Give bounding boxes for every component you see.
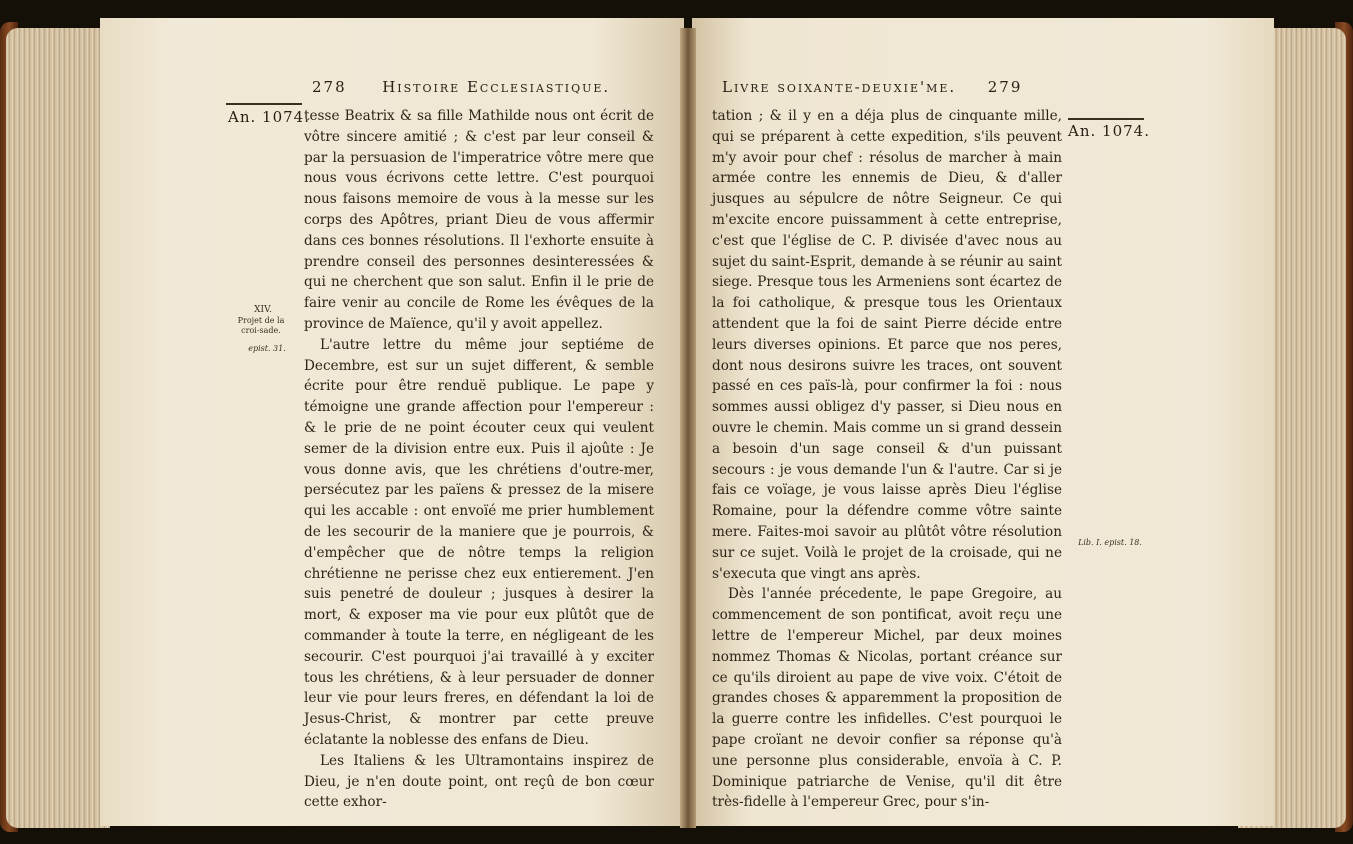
right-year-rule <box>1068 118 1144 120</box>
book-gutter <box>680 28 696 828</box>
left-year-rule <box>226 103 302 105</box>
left-page-number: 278 <box>312 78 347 96</box>
right-running-header <box>722 78 1022 96</box>
right-paragraph: tation ; & il y en a déja plus de cinquante mille, qui se préparent à cette expedition, s'ils peuvent m'y avoir pour chef : résolus de marcher à main armée contre les ennemis de Dieu, & d'aller jusques au sépulcre de nôtre Seigneur. Ce qui m'excite encore puissamment à cette entreprise, c'est que l'église de C. P. divisée d'avec nous au sujet du saint-Esprit, demande à se réunir au saint siege. Presque tous les Armeniens sont écartez de la foi catholique, & presque tous les Orientaux attendent que la foi de saint Pierre décide entre leurs diverses opinions. Et parce que nos peres, dont nous desirons suivre les traces, ont souvent passé en ces païs-là, pour confirmer la foi : nous sommes aussi obligez d'y passer, si Dieu nous en ouvre le chemin. Mais comme un si grand dessein a besoin d'un sage conseil & d'un puissant secours : je vous demande l'un & l'autre. Car si je fais ce voïage, je vous laisse après Dieu l'église Romaine, pour la défendre comme vôtre sainte mere. Faites-moi savoir au plûtôt vôtre résolution sur ce sujet. Voilà le projet de la croisade, qui ne s'executa que vingt ans après. <box>712 108 1062 582</box>
left-running-header <box>312 78 610 96</box>
margin-section-number: XIV. <box>254 305 272 315</box>
left-body-text <box>304 106 654 813</box>
left-paragraph: L'autre lettre du même jour septiéme de Decembre, est sur un sujet different, & semble écrite pour être renduë publique. Le pape y témoigne une grande affection pour l'empereur : & le prie de ne point écouter ceux qui veulent semer de la division entre eux. Puis il ajoûte : Je vous donne avis, que les chrétiens d'outre-mer, persécutez par les païens & pressez de la misere qui les accable : ont envoïé me prier humblement de les secourir de la maniere que je pourrois, & d'empêcher que de nôtre temps la religion chrétienne ne perisse chez eux entierement. J'en suis penetré de douleur ; jusques à desirer la mort, & exposer ma vie pour eux plûtôt que de commander à toute la terre, en négligeant de les secourir. C'est pourquoi j'ai travaillé à y exciter tous les chrétiens, & à leur persuader de donner leur vie pour leurs freres, en défendant la loi de Jesus-Christ, & montrer par cette preuve éclatante la noblesse des enfans de Dieu. <box>304 336 654 748</box>
margin-reference: epist. 31. <box>248 344 286 353</box>
left-paragraph: Les Italiens & les Ultramontains inspirez de Dieu, je n'en doute point, ont reçû de bon cœur cette exhor- <box>304 752 654 811</box>
margin-topic: Projet de la croi-sade. <box>237 316 285 335</box>
right-paragraph: Dès l'année précedente, le pape Gregoire, au commencement de son pontificat, avoit reçu une lettre de l'empereur Michel, par deux moines nommez Thomas & Nicolas, portant créance sur ce qu'ils diroient au pape de vive voix. C'étoit de grandes choses & apparemment la proposition de la guerre contre les infidelles. C'est pourquoi le pape croïant ne devoir confier sa réponse qu'à une personne plus considerable, envoïa à C. P. Dominique patriarche de Venise, qu'il dit être très-fidelle à l'empereur Grec, pour s'in- <box>712 586 1062 811</box>
left-paragraph: tesse Beatrix & sa fille Mathilde nous ont écrit de vôtre sincere amitié ; & c'est par leur conseil & par la persuasion de l'imperatrice vôtre mere que nous vous écrivons cette lettre. C'est pourquoi nous faisons memoire de vous à la messe sur les corps des Apôtres, priant Dieu de vous affermir dans ces bonnes résolutions. Il l'exhorte ensuite à prendre conseil des personnes desinteressées & qui ne cherchent que son salut. Enfin il le prie de faire venir au concile de Rome les évêques de la province de Maïence, qu'il y avoit appellez. <box>304 108 654 332</box>
right-margin-reference: Lib. I. epist. 18. <box>1078 538 1142 547</box>
right-body-text <box>712 106 1062 813</box>
right-page-number: 279 <box>987 78 1023 96</box>
right-running-title: Livre soixante-deuxie'me. <box>722 78 957 96</box>
left-page-stack <box>6 28 110 828</box>
left-running-title: Histoire Ecclesiastique. <box>382 78 611 96</box>
left-year-note: An. 1074. <box>228 108 310 126</box>
right-year-note: An. 1074. <box>1068 122 1150 140</box>
